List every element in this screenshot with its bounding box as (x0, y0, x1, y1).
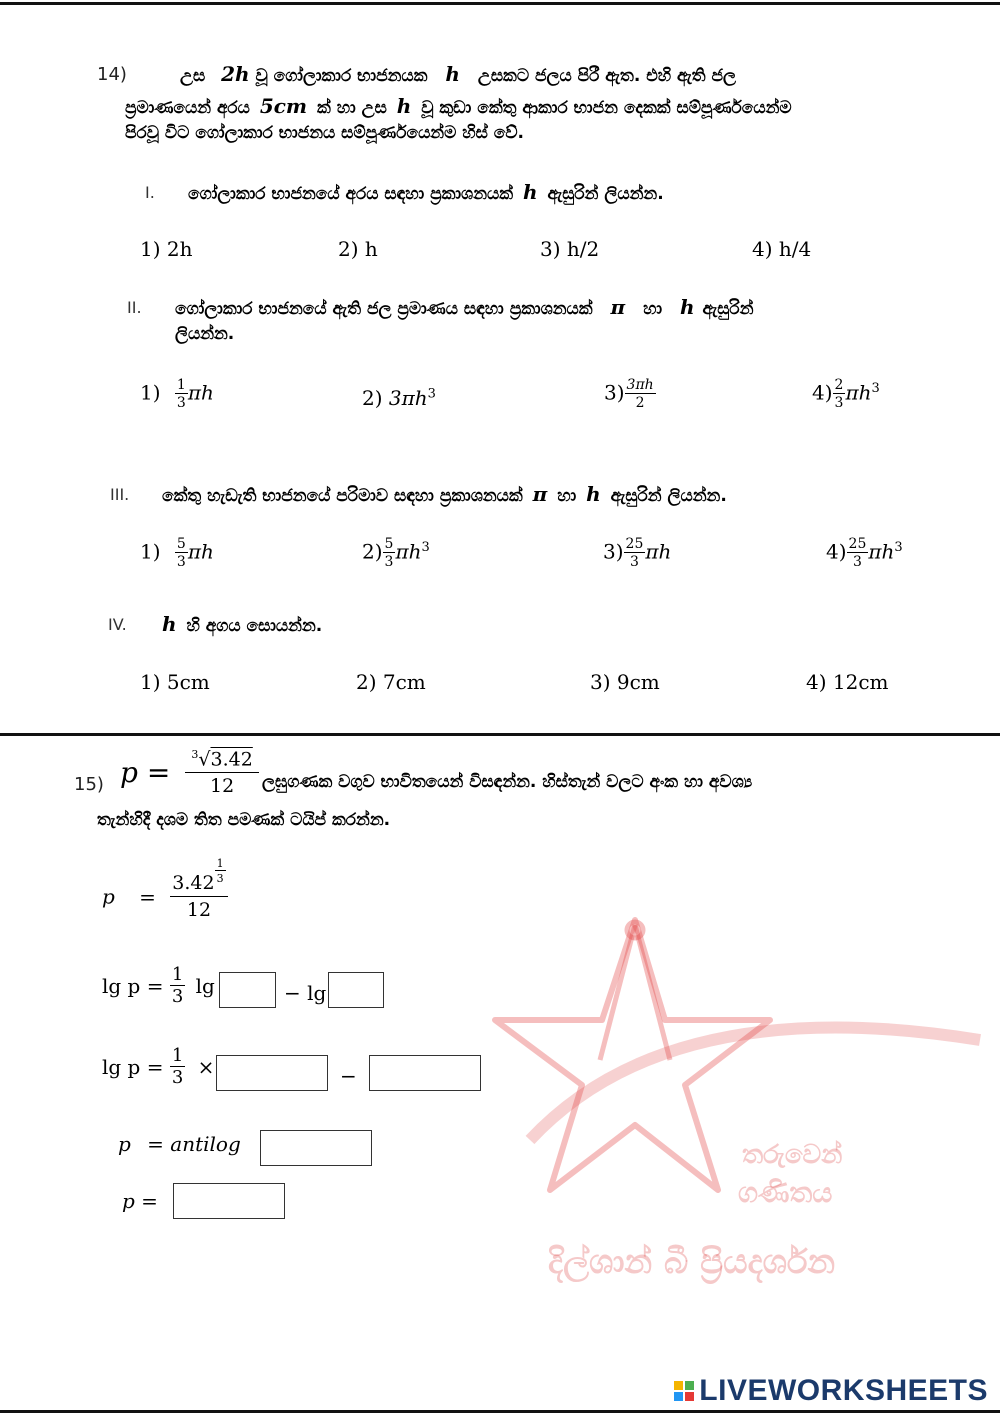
q15-step2-box2-input[interactable] (328, 972, 384, 1008)
q15-step3-box2-input[interactable] (369, 1055, 481, 1091)
liveworksheets-logo (674, 1374, 988, 1408)
star-watermark-icon (470, 900, 990, 1240)
q14-stem-line2: ප්‍රමාණයෙන් අරය 5cm ක් හා උස h වූ කුඩා කේතු ආකාර භාජන දෙකක් සම්පූර්ණයෙන්ම (125, 94, 792, 118)
q15-instruction-line2: තැන්හිදී දශම තිත පමණක් ටයිප් කරන්න. (97, 810, 391, 830)
q14-part-i-text: ගෝලාකාර භාජනයේ අරය සඳහා ප්‍රකාශනයක් h ඇසුරින් ලියන්න. (188, 180, 664, 204)
q15-step1: p = 3.42 $\frac{1}{3}$ 12 (102, 872, 228, 921)
q15-step4: p = antilog (118, 1132, 241, 1156)
q14-part-iii-label: III. (110, 485, 130, 504)
watermark-line2: ගණිතය (738, 1176, 833, 1209)
q15-step3: lg p = $\frac{1}{3}$ × (102, 1045, 215, 1088)
brand-text: LIVEWORKSHEETS (699, 1374, 988, 1407)
q14-iv-option-1[interactable]: 1) 5cm (140, 670, 210, 694)
liveworksheets-grid-icon (674, 1381, 694, 1401)
q14-i-option-4[interactable]: 4) h/4 (752, 237, 812, 261)
bottom-rule (0, 1410, 1000, 1413)
q14-part-i-label: I. (145, 183, 155, 202)
q14-iv-option-3[interactable]: 3) 9cm (590, 670, 660, 694)
q15-step2-box1-input[interactable] (219, 972, 276, 1008)
question-separator (0, 733, 1000, 736)
q15-step5: p = (122, 1189, 158, 1213)
q14-part-ii-label: II. (127, 298, 142, 317)
q15-instruction-line1: ලඝුගණක වගුව භාවිතයෙන් විසඳන්න. හිස්තැන් වලට අංක හා අවශ්‍ය (262, 772, 753, 792)
q14-part-ii-text: ගෝලාකාර භාජනයේ ඇති ජල ප්‍රමාණය සඳහා ප්‍රකාශනයක් π හා h ඇසුරින් (175, 295, 754, 319)
q14-iii-option-4[interactable]: 4) $\frac{25}{3}$ $\pi h^3$ (826, 536, 903, 570)
q15-step3-minus: − (340, 1064, 357, 1088)
q14-iii-option-1[interactable]: 1) $\frac{5}{3}$ πh (140, 536, 214, 570)
top-rule (0, 2, 1000, 5)
q15-number: 15) (74, 774, 104, 795)
q15-step3-box1-input[interactable] (216, 1055, 328, 1091)
q14-part-ii-text-line2: ලියන්න. (175, 324, 235, 344)
q14-part-iii-text: කේතු හැඩැති භාජනයේ පරිමාව සඳහා ප්‍රකාශනයක් π හා h ඇසුරින් ලියන්න. (162, 482, 727, 506)
q14-iii-option-2[interactable]: 2) $\frac{5}{3}$ $\pi h^3$ (362, 536, 430, 570)
q14-i-option-3[interactable]: 3) h/2 (540, 237, 600, 261)
q15-formula: p = $\frac{^3√3.42}{12}$ (120, 748, 259, 797)
q14-iv-option-4[interactable]: 4) 12cm (806, 670, 889, 694)
q14-iii-option-3[interactable]: 3) $\frac{25}{3}$ πh (603, 536, 672, 570)
q14-part-iv-label: IV. (108, 615, 127, 634)
watermark-line3: දිල්ශාන් බී ප්‍රියදර්ශන (548, 1242, 836, 1282)
q14-ii-option-3[interactable]: 3) $\frac{3\pi h}{2}$ (604, 377, 654, 411)
q14-iv-option-2[interactable]: 2) 7cm (356, 670, 426, 694)
q14-stem-line1: උස 2h වූ ගෝලාකාර භාජනයක h උසකට ජලය පිරී ඇත. එහි ඇති ජල (180, 62, 737, 86)
q14-ii-option-1[interactable]: 1) $\frac{1}{3}$ πh (140, 377, 214, 411)
q14-stem-line3: පිරවූ විට ගෝලාකාර භාජනය සම්පූර්ණයෙන්ම හිස් වේ. (125, 123, 525, 143)
q14-ii-option-4[interactable]: 4) $\frac{2}{3}$ $\pi h^3$ (812, 377, 880, 411)
q14-i-option-1[interactable]: 1) 2h (140, 237, 193, 261)
q14-i-option-2[interactable]: 2) h (338, 237, 378, 261)
q14-part-iv-text: h හි අගය සොයන්න. (162, 612, 323, 636)
q15-step2: lg p = $\frac{1}{3}$ lg (102, 964, 215, 1007)
q14-ii-option-2[interactable]: 2) $3\pi h^3$ (362, 386, 436, 410)
q15-step5-answer-input[interactable] (173, 1183, 285, 1219)
q14-number: 14) (97, 64, 127, 85)
q15-step2-minus-lg: − lg (284, 981, 327, 1005)
watermark-line1: තරුවෙන් (742, 1140, 843, 1170)
q15-step4-antilog-input[interactable] (260, 1130, 372, 1166)
